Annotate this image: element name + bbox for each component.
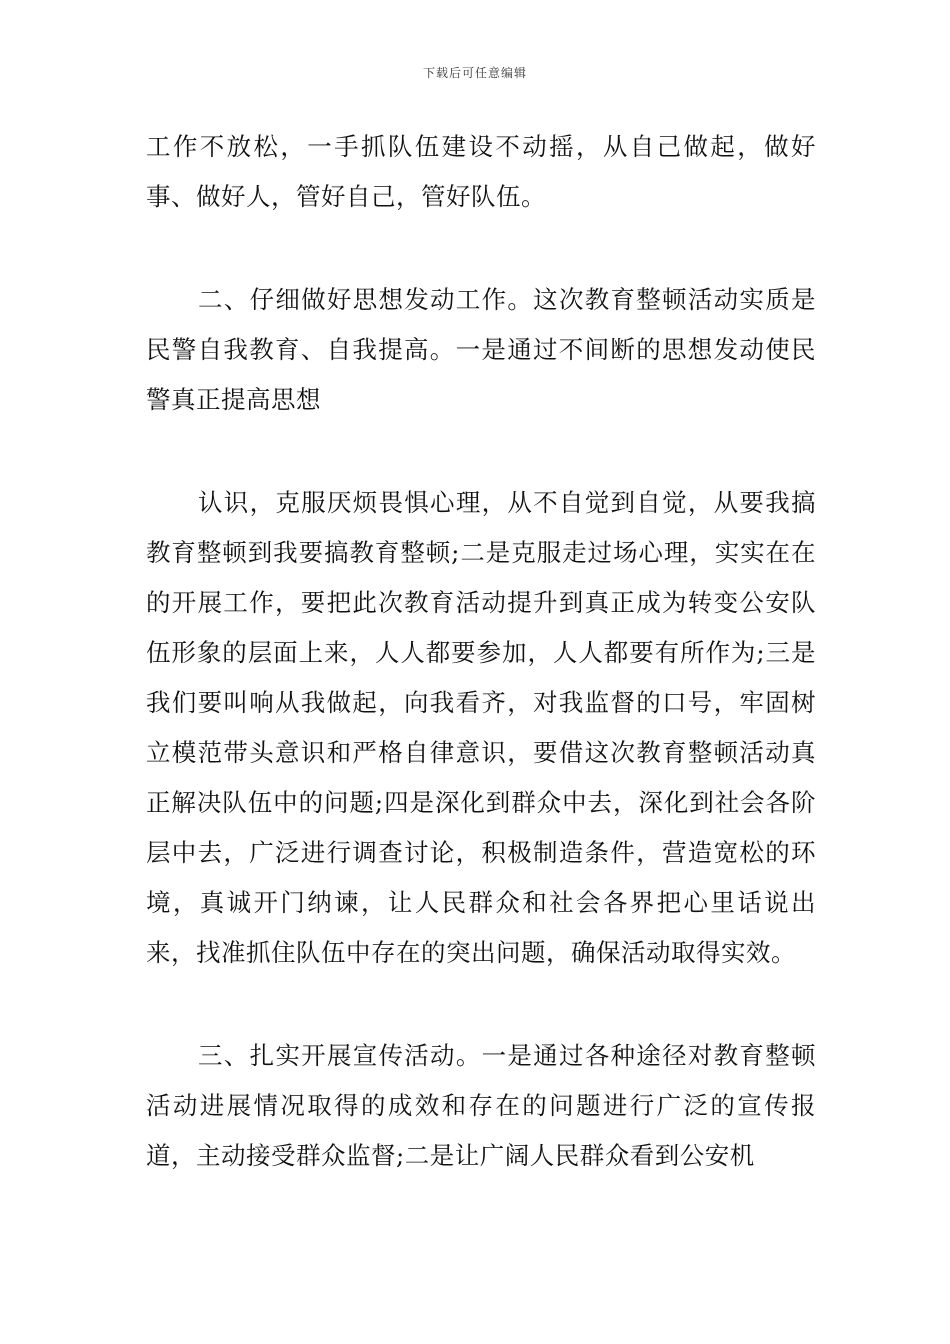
paragraph-gap	[146, 222, 816, 275]
paragraph-gap	[146, 425, 816, 478]
paragraph-4: 三、扎实开展宣传活动。一是通过各种途径对教育整顿活动进展情况取得的成效和存在的问题进行广泛的宣传报道，主动接受群众监督;二是让广阔人民群众看到公安机	[146, 1041, 816, 1170]
paragraph-gap	[146, 978, 816, 1031]
paragraph-3: 认识，克服厌烦畏惧心理，从不自觉到自觉，从要我搞教育整顿到我要搞教育整顿;二是克服走过场心理，实实在在的开展工作，要把此次教育活动提升到真正成为转变公安队伍形象的层面上来，人人都要参加，人人都要有所作为;三是我们要叫响从我做起，向我看齐，对我监督的口号，牢固树立模范带头意识和严格自律意识，要借这次教育整顿活动真正解决队伍中的问题;四是深化到群众中去，深化到社会各阶层中去，广泛进行调查讨论，积极制造条件，营造宽松的环境，真诚开门纳谏，让人民群众和社会各界把心里话说出来，找准抓住队伍中存在的突出问题，确保活动取得实效。	[146, 488, 816, 967]
page-header: 下载后可任意编辑	[422, 66, 527, 80]
paragraph-1: 工作不放松，一手抓队伍建设不动摇，从自己做起，做好事、做好人，管好自己，管好队伍。	[146, 132, 816, 211]
document-body	[146, 122, 816, 1181]
paragraph-2: 二、仔细做好思想发动工作。这次教育整顿活动实质是民警自我教育、自我提高。一是通过不间断的思想发动使民警真正提高思想	[146, 285, 816, 414]
